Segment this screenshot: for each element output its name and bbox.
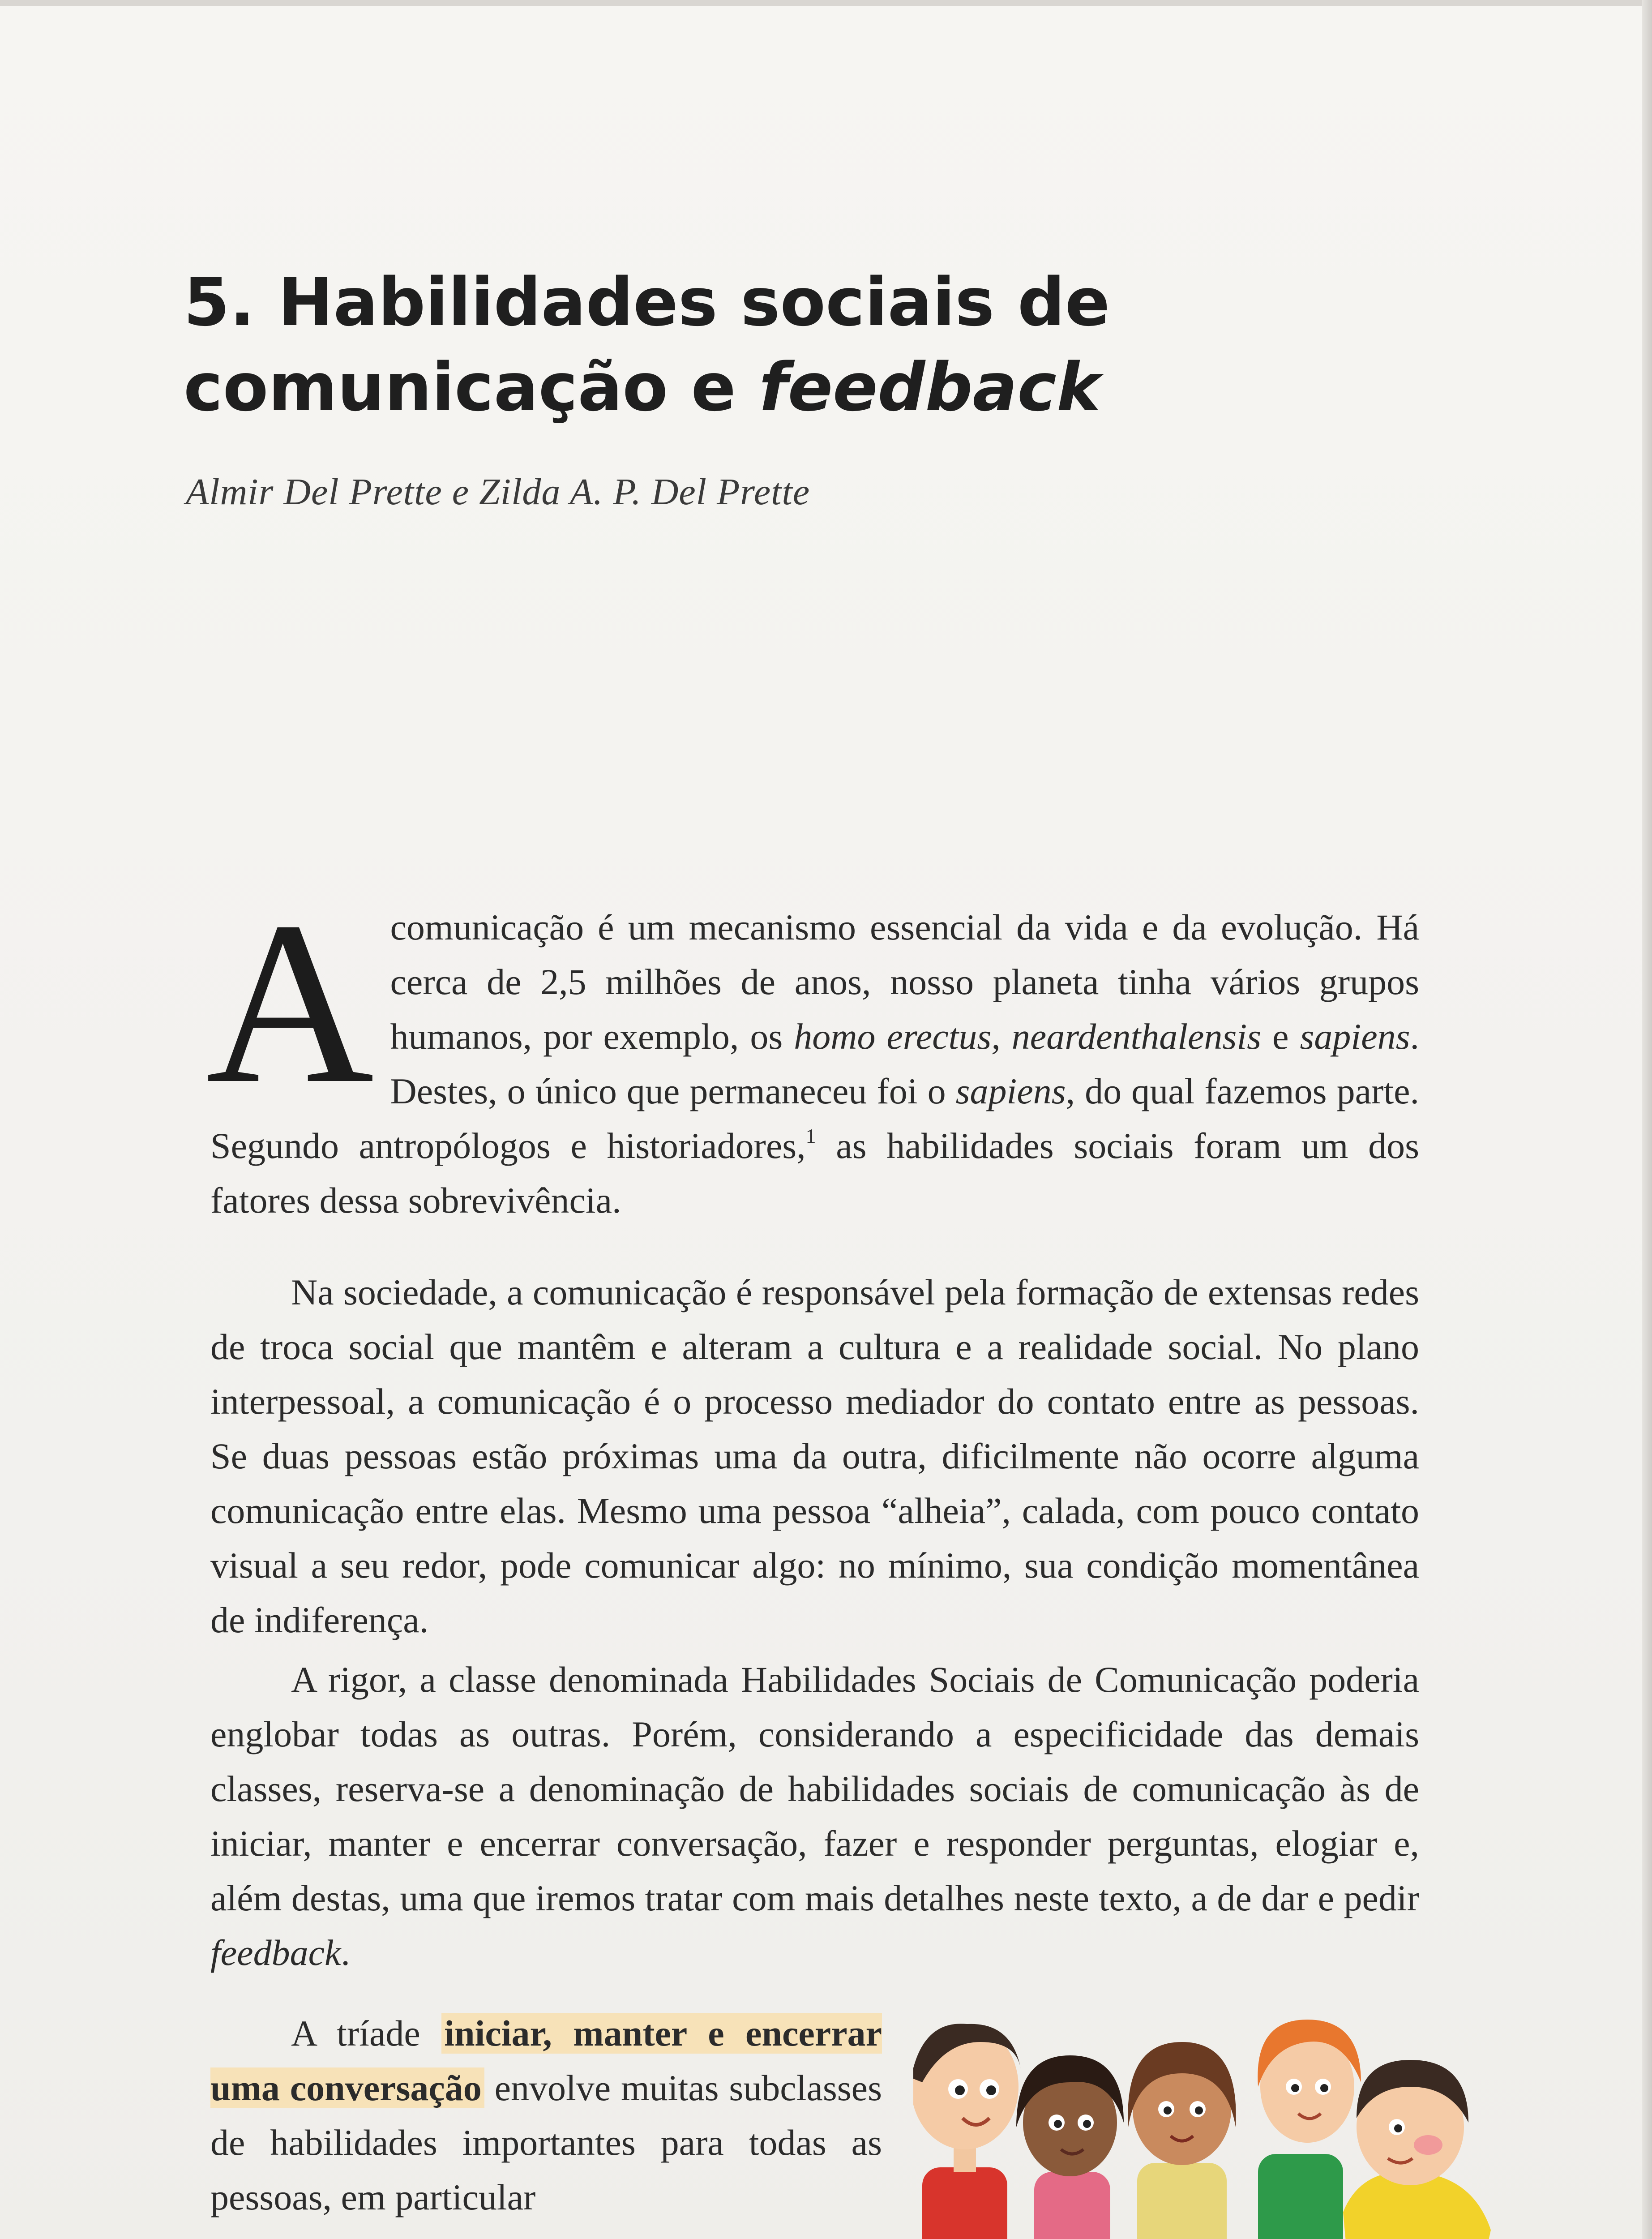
child-pink-shirt: [1016, 2055, 1124, 2239]
chapter-title-line2: comunicação e: [184, 349, 759, 426]
p1-italic-species: homo erectus, neardenthalensis: [794, 1016, 1262, 1057]
page-right-edge: [1642, 0, 1652, 2239]
child-red-shirt: [913, 2024, 1021, 2239]
chapter-title-line1: 5. Habilidades sociais de: [184, 264, 1110, 341]
p1-italic-sapiens-2: sapiens: [955, 1071, 1066, 1111]
p1-text-4: , do qual fazemos parte. Segundo antropólogos e historiadores,: [210, 1071, 1420, 1166]
child-yellow-shirt-girl: [1119, 2042, 1245, 2239]
p3-text: A rigor, a classe denominada Habilidades Sociais de Comunicação poderia englobar todas as outras. Porém, considerando a especificidade das demais classes, reserva-se a denominação de habilidades sociais de comunicação às de iniciar, manter e encerrar conversação, fazer e responder perguntas, elogiar e, além destas, uma que iremos tratar com mais detalhes neste texto, a de dar e pedir: [210, 1659, 1419, 1918]
chapter-title-feedback: feedback: [759, 349, 1101, 426]
chapter-title: [184, 260, 1437, 430]
p1-text-1: comunicação é um mecanismo essencial da vida e da evolução. Há cerca de 2,5 milhões de anos, nosso planeta tinha vários grupos humanos, por exemplo, os: [390, 907, 1419, 1057]
p4-text-1: A tríade: [291, 2013, 442, 2054]
page-top-edge: [0, 0, 1652, 6]
footnote-ref: 1: [805, 1124, 816, 1147]
child-yellow-shirt-boy: [1343, 2060, 1491, 2239]
highlighted-phrase: iniciar, manter e encerrar uma conversação: [210, 2013, 882, 2108]
paragraph-4: [210, 2006, 882, 2225]
paragraph-1: [206, 874, 1420, 1228]
p3-italic-feedback: feedback: [210, 1932, 341, 1973]
p1-text-2: e: [1261, 1016, 1300, 1057]
paragraph-3: [210, 1652, 1419, 1980]
drop-cap: A: [206, 874, 374, 1132]
p3-end: .: [341, 1932, 350, 1973]
chapter-authors: Almir Del Prette e Zilda A. P. Del Prette: [186, 471, 810, 513]
p1-italic-sapiens: sapiens: [1300, 1016, 1410, 1057]
p1-text-5: as habilidades sociais foram um dos fatores dessa sobrevivência.: [210, 1125, 1419, 1221]
p4-text-2: envolve muitas subclasses de habilidades importantes para todas as pessoas, em particular: [210, 2067, 882, 2218]
p1-text-3: . Destes, o único que permaneceu foi o: [390, 1016, 1419, 1111]
child-green-shirt: [1258, 2020, 1361, 2239]
group-of-children-talking-illustration: [913, 1979, 1504, 2239]
paragraph-2: Na sociedade, a comunicação é responsável pela formação de extensas redes de troca social que mantêm e alteram a cultura e a realidade social. No plano interpessoal, a comunicação é o processo mediador do contato entre as pessoas. Se duas pessoas estão próximas uma da outra, dificilmente não ocorre alguma comunicação entre elas. Mesmo uma pessoa “alheia”, calada, com pouco contato visual a seu redor, pode comunicar algo: no mínimo, sua condição momentânea de indiferença.: [210, 1272, 1419, 1640]
